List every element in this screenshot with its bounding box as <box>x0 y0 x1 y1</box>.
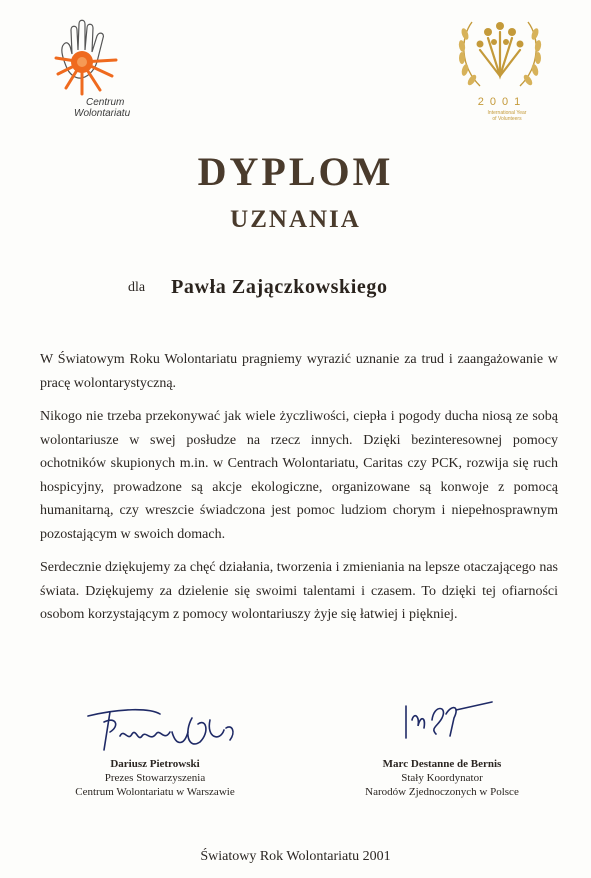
recipient-line <box>128 276 388 302</box>
centrum-wolontariatu-caption: Centrum Wolontariatu <box>74 97 131 119</box>
signatory-name: Dariusz Pietrowski <box>110 758 200 770</box>
recipient-name: Pawła Zajączkowskiego <box>171 276 388 298</box>
signatory-organization: Narodów Zjednoczonych w Polsce <box>365 786 519 798</box>
signatory-title: Prezes Stowarzyszenia <box>104 772 206 784</box>
body-paragraph: Serdecznie dziękujemy za chęć działania, tworzenia i zmieniania na lepsze otaczającego nas świata. Dziękujemy za dzielenie się swoimi talentami i czasem. To dzięki tej ofiarności osobom korzystającym z pomocy wolontariuszy żyje się łatwiej i piękniej. <box>40 560 558 622</box>
iyv-subtitle: International Year of Volunteers <box>487 110 527 122</box>
signatory-title: Stały Koordynator <box>401 772 483 784</box>
signature-left-icon <box>80 702 250 762</box>
recipient-prefix: dla <box>128 279 146 295</box>
footer-text: Światowy Rok Wolontariatu 2001 <box>200 849 391 864</box>
iyv-2001-logo <box>450 14 550 129</box>
iyv-year: 2001 <box>477 96 527 108</box>
signatory-name: Marc Destanne de Bernis <box>382 758 502 770</box>
signature-right <box>322 757 562 799</box>
diploma-body <box>40 348 558 637</box>
diploma-title: DYPLOM <box>197 149 394 194</box>
centrum-wolontariatu-logo <box>44 14 144 124</box>
body-paragraph: W Światowym Roku Wolontariatu pragniemy wyrazić uznanie za trud i zaangażowanie w pracę wolontarystyczną. <box>40 352 558 391</box>
body-paragraph: Nikogo nie trzeba przekonywać jak wiele życzliwości, ciepła i pogody ducha niosą ze sobą wolontariusze w swej posłudze na rzecz innych. Dzięki bezinteresownej pomocy ochotników skupionych m.in. w Centrach Wolontariatu, Caritas czy PCK, rozwija się ruch hospicyjny, prowadzone są akcje ekologiczne, organizowane są konwoje z pomocą humanitarną, czy wreszcie świadczona jest pomoc ludziom chorym i niepełnosprawnym pozostającym w swoich domach. <box>40 409 558 542</box>
signature-left <box>40 757 270 799</box>
hand-sun-icon <box>44 14 134 99</box>
laurel-wreath-icon <box>450 14 550 96</box>
signature-right-icon <box>396 690 506 750</box>
diploma-subtitle: UZNANIA <box>230 206 361 233</box>
signatory-organization: Centrum Wolontariatu w Warszawie <box>75 786 235 798</box>
